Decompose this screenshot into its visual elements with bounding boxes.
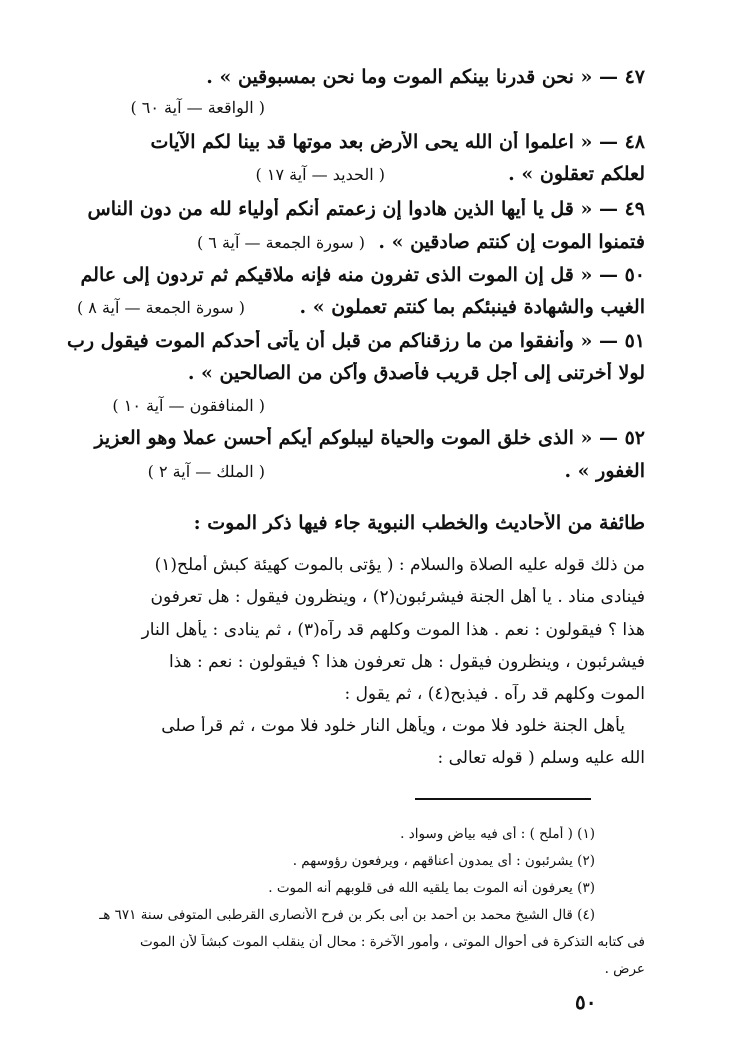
section-title: طائفة من الأحاديث والخطب النبوية جاء فيها ذكر الموت :	[193, 512, 645, 534]
footnote-3: (٣) يعرفون أنه الموت بما يلقيه الله فى قلوبهم أنه الموت .	[268, 880, 595, 896]
footnote-2: (٢) يشرئبون : أى يمدون أعناقهم ، ويرفعون رؤوسهم .	[292, 853, 595, 869]
body-line-1: من ذلك قوله عليه الصلاة والسلام : ( يؤتى بالموت كهيئة كبش أملح(١)	[154, 555, 645, 575]
verse-49-line-2: فتمنوا الموت إن كنتم صادقين » .	[378, 231, 645, 253]
body-line-2: فينادى مناد . يا أهل الجنة فيشرئبون(٢) ، وينظرون فيقول : هل تعرفون	[150, 587, 645, 607]
verse-48-reference: ( الحديد — آية ١٧ )	[255, 165, 385, 184]
page-number: ٥٠	[575, 990, 597, 1014]
body-line-4: فيشرئبون ، وينظرون فيقول : هل تعرفون هذا ؟ فيقولون : نعم : هذا	[168, 652, 645, 672]
footnote-1: (١) ( أملح ) : أى فيه بياض وسواد .	[400, 826, 595, 842]
footnote-4-line-2: فى كتابه التذكرة فى أحوال الموتى ، وأمور الآخرة : محال أن ينقلب الموت كبشاً لأن الموت	[139, 934, 645, 950]
verse-52-line-1: ٥٢ — « الذى خلق الموت والحياة ليبلوكم أيكم أحسن عملا وهو العزيز	[94, 427, 645, 449]
verse-50-line-1: ٥٠ — « قل إن الموت الذى تفرون منه فإنه ملاقيكم ثم تردون إلى عالم	[80, 264, 645, 286]
verse-47-line-1: ٤٧ — « نحن قدرنا بينكم الموت وما نحن بمسبوقين » .	[206, 66, 645, 88]
verse-48-line-2: لعلكم تعقلون » .	[508, 163, 645, 185]
verse-48-line-1: ٤٨ — « اعلموا أن الله يحى الأرض بعد موتها قد بينا لكم الآيات	[150, 131, 645, 153]
verse-51-line-2: لولا أخرتنى إلى أجل قريب فأصدق وأكن من الصالحين » .	[187, 362, 645, 384]
verse-52-line-2: الغفور » .	[564, 460, 645, 482]
body-line-7: الله عليه وسلم ( قوله تعالى :	[437, 748, 645, 768]
verse-51-line-1: ٥١ — « وأنفقوا من ما رزقناكم من قبل أن يأتى أحدكم الموت فيقول رب	[66, 330, 645, 352]
footnote-4-line-1: (٤) قال الشيخ محمد بن أحمد بن أبى بكر بن فرح الأنصارى القرطبى المتوفى سنة ٦٧١ هـ	[99, 907, 595, 923]
verse-50-reference: ( سورة الجمعة — آية ٨ )	[76, 298, 245, 317]
body-line-3: هذا ؟ فيقولون : نعم . هذا الموت وكلهم قد رآه(٣) ، ثم ينادى : يأهل النار	[141, 620, 645, 640]
verse-49-reference: ( سورة الجمعة — آية ٦ )	[196, 233, 365, 252]
footnote-4-line-3: عرض .	[604, 961, 645, 977]
footnote-separator	[415, 798, 591, 800]
verse-51-reference: ( المنافقون — آية ١٠ )	[112, 396, 265, 415]
verse-47-reference: ( الواقعة — آية ٦٠ )	[130, 98, 265, 117]
verse-50-line-2: الغيب والشهادة فينبئكم بما كنتم تعملون » .	[299, 296, 645, 318]
verse-49-line-1: ٤٩ — « قل يا أيها الذين هادوا إن زعمتم أنكم أولياء لله من دون الناس	[87, 198, 645, 220]
body-line-6: يأهل الجنة خلود فلا موت ، ويأهل النار خلود فلا موت ، ثم قرأ صلى	[161, 716, 625, 736]
verse-52-reference: ( الملك — آية ٢ )	[147, 462, 265, 481]
body-line-5: الموت وكلهم قد رآه . فيذبح(٤) ، ثم يقول :	[344, 684, 645, 704]
